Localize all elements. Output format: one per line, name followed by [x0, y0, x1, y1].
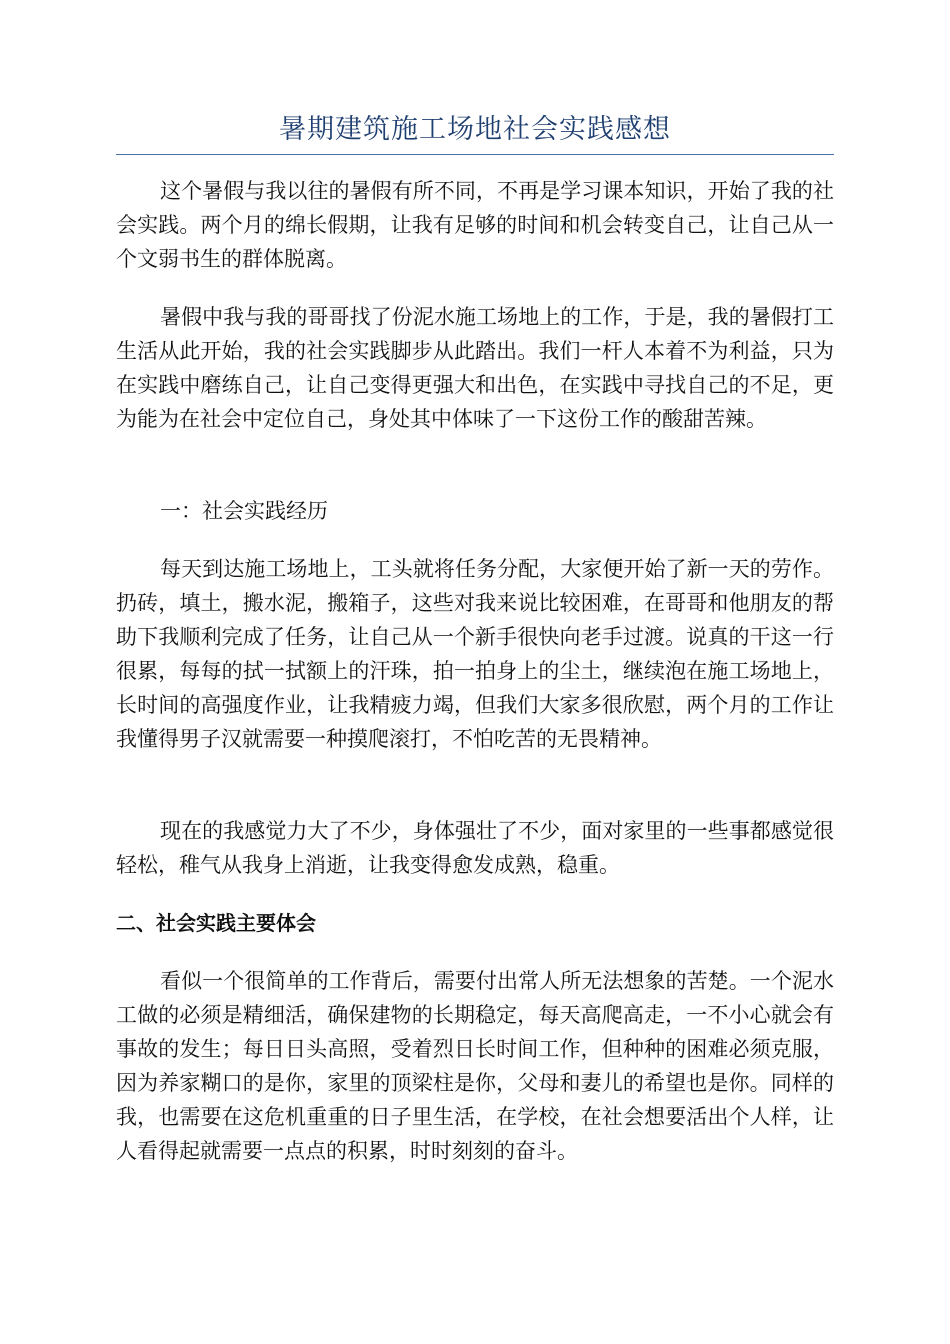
paragraph-intro: 这个暑假与我以往的暑假有所不同，不再是学习课本知识，开始了我的社会实践。两个月的绵长假期，让我有足够的时间和机会转变自己，让自己从一个文弱书生的群体脱离。 [116, 179, 834, 271]
paragraph-daily-work: 每天到达施工场地上，工头就将任务分配，大家便开始了新一天的劳作。扔砖，填土，搬水泥，搬箱子，这些对我来说比较困难，在哥哥和他朋友的帮助下我顺利完成了任务，让自己从一个新手很快向老手过渡。说真的干这一行很累，每每的拭一拭额上的汗珠，拍一拍身上的尘土，继续泡在施工场地上，长时间的高强度作业，让我精疲力竭，但我们大家多很欣慰，两个月的工作让我懂得男子汉就需要一种摸爬滚打，不怕吃苦的无畏精神。 [116, 557, 834, 751]
section-heading-experience: 一：社会实践经历 [160, 499, 328, 523]
paragraph-growth: 现在的我感觉力大了不少，身体强壮了不少，面对家里的一些事都感觉很轻松，稚气从我身上消逝，让我变得愈发成熟，稳重。 [116, 819, 834, 877]
section-heading-reflections: 二、社会实践主要体会 [116, 911, 316, 935]
document-body [116, 174, 834, 1192]
paragraph-hardship: 看似一个很简单的工作背后，需要付出常人所无法想象的苦楚。一个泥水工做的必须是精细活，确保建物的长期稳定，每天高爬高走，一不小心就会有事故的发生；每日日头高照，受着烈日长时间工作，但种种的困难必须克服，因为养家糊口的是你，家里的顶梁柱是你，父母和妻儿的希望也是你。同样的我，也需要在这危机重重的日子里生活，在学校，在社会想要活出个人样，让人看得起就需要一点点的积累，时时刻刻的奋斗。 [116, 969, 834, 1163]
document-title: 暑期建筑施工场地社会实践感想 [116, 110, 834, 155]
paragraph-summer-job: 暑假中我与我的哥哥找了份泥水施工场地上的工作，于是，我的暑假打工生活从此开始，我的社会实践脚步从此踏出。我们一杆人本着不为利益，只为在实践中磨练自己，让自己变得更强大和出色，在实践中寻找自己的不足，更为能为在社会中定位自己，身处其中体味了一下这份工作的酸甜苦辣。 [116, 305, 834, 431]
